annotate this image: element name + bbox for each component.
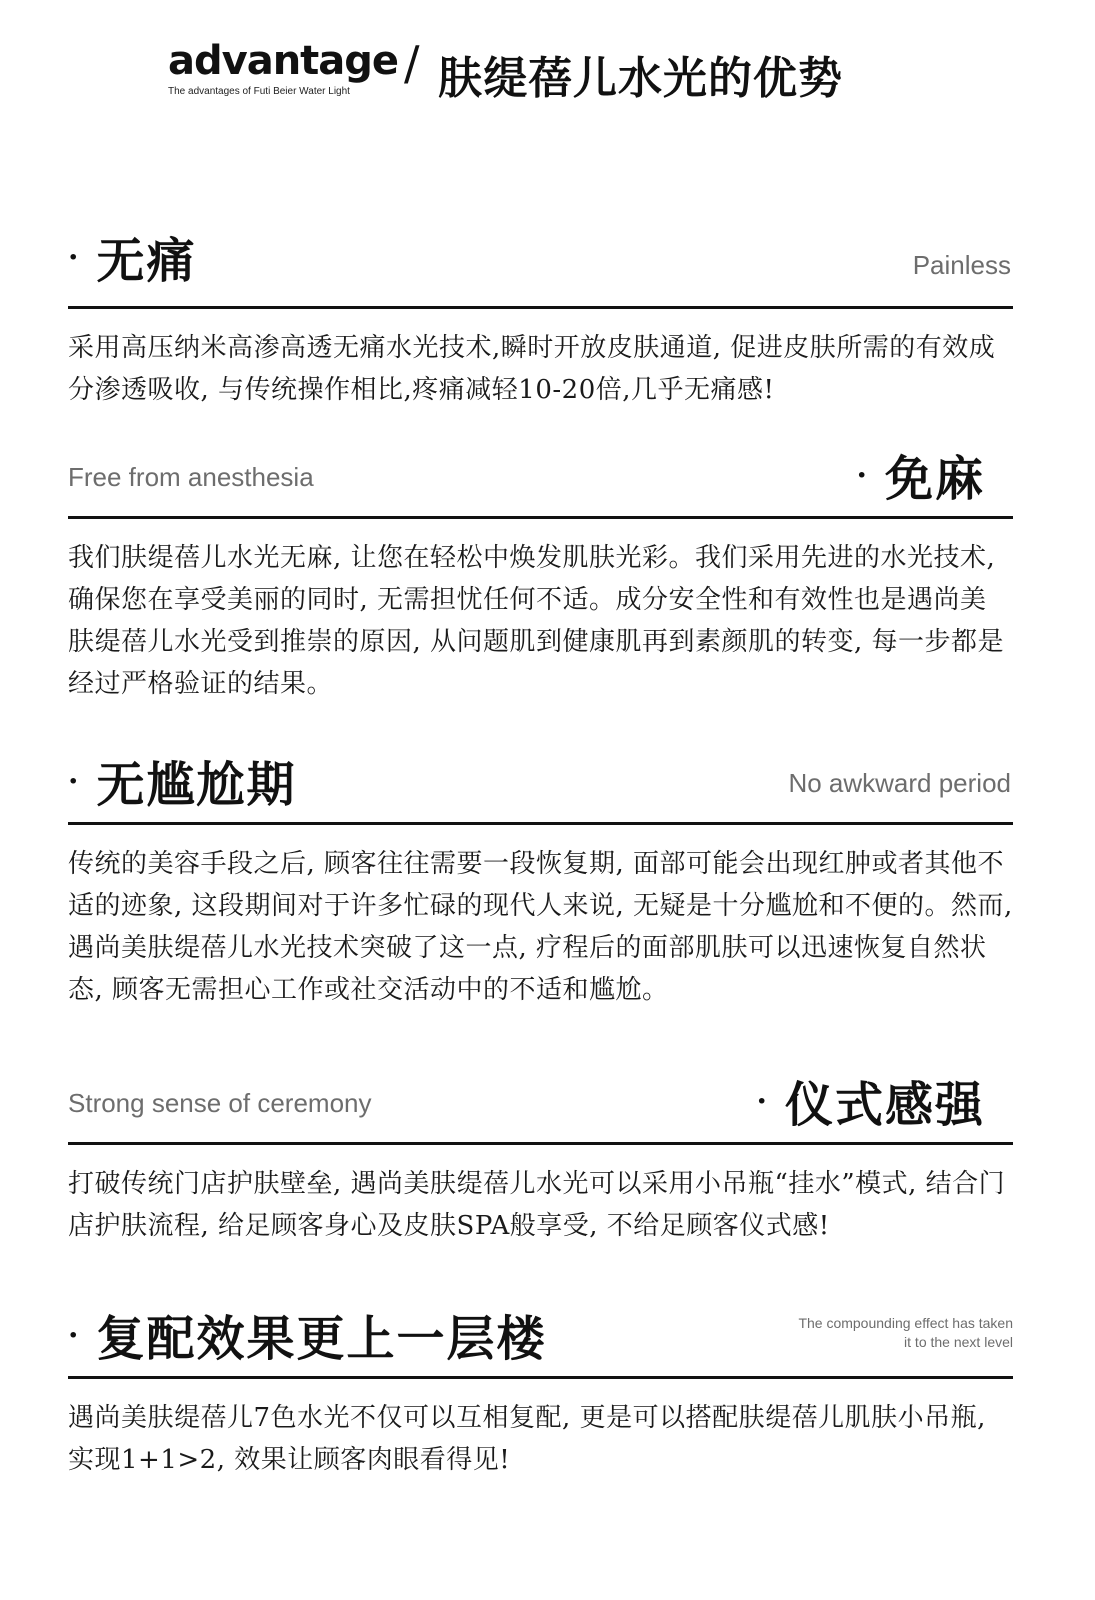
section-no-awkward-period (68, 752, 1013, 1011)
section-body: 我们肤缇蓓儿水光无麻, 让您在轻松中焕发肌肤光彩。我们采用先进的水光技术, 确保您在享受美丽的同时, 无需担忧任何不适。成分安全性和有效性也是遇尚美肤缇蓓儿水光受到推崇的原因, 从问题肌到健康肌再到素颜肌的转变, 每一步都是经过严格验证的结果。 (68, 543, 1005, 699)
page-header (168, 34, 928, 114)
section-english-line: it to the next level (904, 1334, 1013, 1350)
section-header (68, 752, 1013, 822)
section-title (68, 228, 196, 291)
section-english-title: Strong sense of ceremony (68, 1088, 372, 1118)
section-header (68, 228, 1013, 298)
section-header (68, 1306, 1013, 1376)
section-divider (68, 516, 1013, 519)
section-divider (68, 822, 1013, 825)
section-title-text: 无痛 (96, 233, 197, 289)
section-divider (68, 1376, 1013, 1379)
bullet-dot: · (68, 240, 81, 275)
section-title-text: 仪式感强 (784, 1077, 985, 1133)
section-english-title: Painless (912, 250, 1011, 280)
section-english-title: No awkward period (788, 768, 1011, 798)
brand-wordmark: advantage (168, 38, 399, 84)
section-title (68, 1306, 546, 1369)
section-title (68, 752, 296, 815)
section-body: 打破传统门店护肤壁垒, 遇尚美肤缇蓓儿水光可以采用小吊瓶“挂水”模式, 结合门店护肤流程, 给足顾客身心及皮肤SPA般享受, 不给足顾客仪式感! (68, 1169, 1006, 1241)
section-ceremony (68, 1072, 1013, 1247)
section-title-text: 免麻 (884, 451, 985, 507)
header-slash: / (404, 36, 420, 90)
section-english-line: The compounding effect has taken (798, 1315, 1013, 1331)
section-title-text: 复配效果更上一层楼 (96, 1311, 547, 1367)
section-body: 遇尚美肤缇蓓儿7色水光不仅可以互相复配, 更是可以搭配肤缇蓓儿肌肤小吊瓶, 实现1+1>2, 效果让顾客肉眼看得见! (68, 1403, 986, 1475)
section-divider (68, 1142, 1013, 1145)
section-painless (68, 228, 1013, 411)
section-title (857, 446, 985, 509)
bullet-dot: · (68, 1318, 81, 1353)
section-header (68, 446, 1013, 516)
section-body: 采用高压纳米高渗高透无痛水光技术,瞬时开放皮肤通道, 促进皮肤所需的有效成分渗透吸收, 与传统操作相比,疼痛减轻10-20倍,几乎无痛感! (68, 333, 996, 405)
section-title (757, 1072, 985, 1135)
section-divider (68, 306, 1013, 309)
bullet-dot: · (68, 764, 81, 799)
section-body: 传统的美容手段之后, 顾客往往需要一段恢复期, 面部可能会出现红肿或者其他不适的迹象, 这段期间对于许多忙碌的现代人来说, 无疑是十分尴尬和不便的。然而, 遇尚美肤缇蓓儿水光技术突破了这一点, 疗程后的面部肌肤可以迅速恢复自然状态, 顾客无需担心工作或社交活动中的不适和尴尬。 (68, 849, 1013, 1005)
page-title: 肤缇蓓儿水光的优势 (438, 53, 843, 104)
bullet-dot: · (856, 458, 869, 493)
section-title-text: 无尴尬期 (96, 757, 297, 813)
section-no-anesthesia (68, 446, 1013, 705)
brand-subtitle: The advantages of Futi Beier Water Light (168, 86, 350, 97)
section-header (68, 1072, 1013, 1142)
section-english-title: Free from anesthesia (68, 462, 314, 492)
section-compounding (68, 1306, 1013, 1481)
bullet-dot: · (756, 1084, 769, 1119)
section-english-title (798, 1314, 1013, 1352)
